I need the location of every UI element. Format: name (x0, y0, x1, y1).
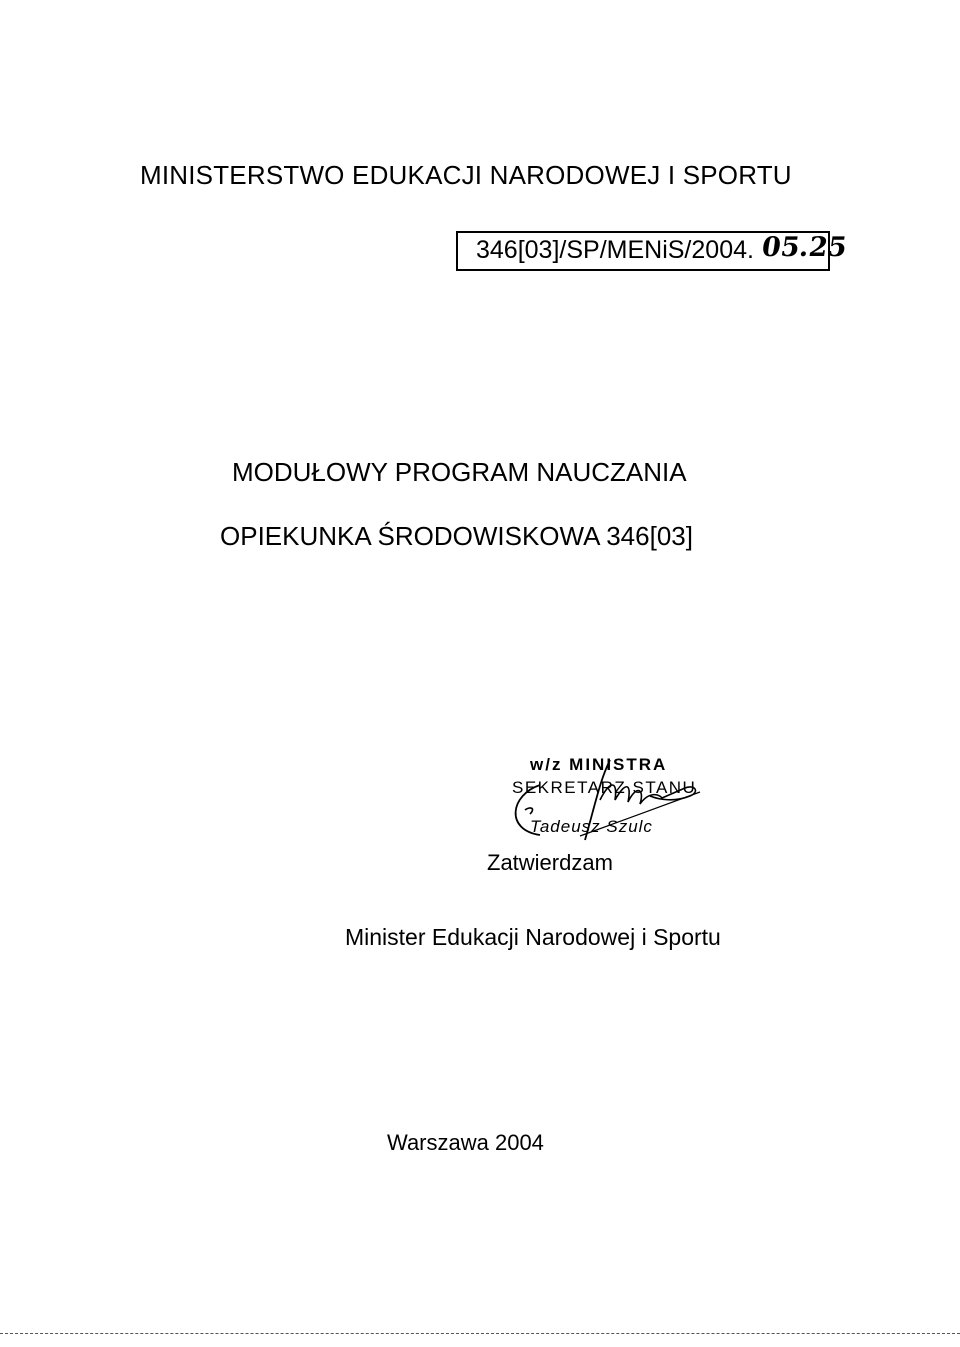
approval-label: Zatwierdzam (487, 850, 613, 875)
ministry-header: MINISTERSTWO EDUKACJI NARODOWEJ I SPORTU (140, 160, 792, 190)
document-number: 346[03]/SP/MENiS/2004. (476, 236, 754, 264)
stamp-line-name: Tadeusz Szulc (530, 817, 653, 836)
signature-scribble (500, 740, 730, 850)
minister-title: Minister Edukacji Narodowej i Sportu (345, 924, 721, 950)
program-title: MODUŁOWY PROGRAM NAUCZANIA (232, 457, 687, 487)
document-number-handwritten-suffix: 05.25 (759, 232, 849, 263)
stamp-line-minister: w/z MINISTRA (530, 755, 668, 774)
place-and-date: Warszawa 2004 (387, 1130, 544, 1155)
program-subtitle: OPIEKUNKA ŚRODOWISKOWA 346[03] (220, 521, 693, 551)
scan-artifact-line (0, 1333, 960, 1334)
stamp-line-secretary: SEKRETARZ STANU (512, 778, 697, 797)
